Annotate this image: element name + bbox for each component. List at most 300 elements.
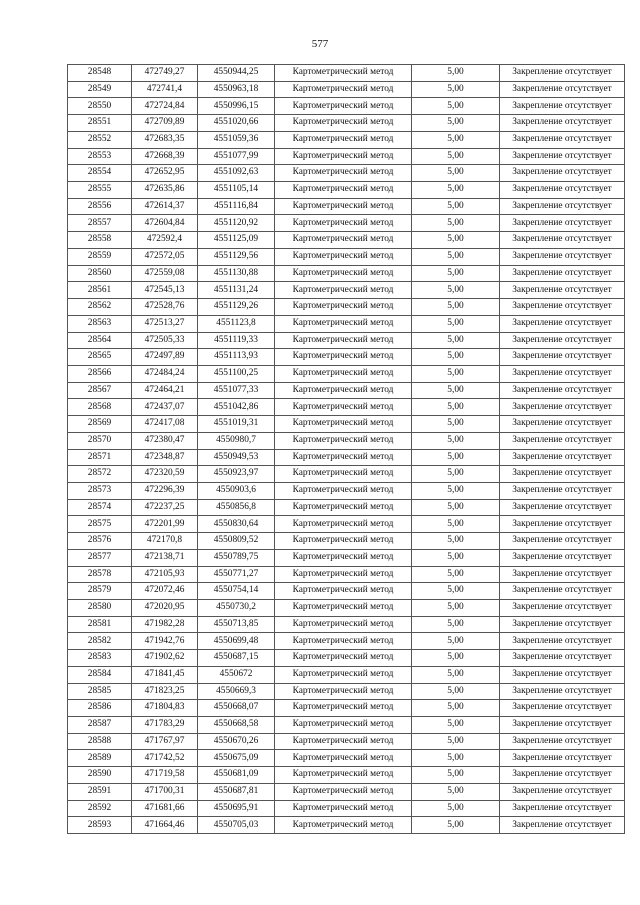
point-number-cell: 28562 bbox=[68, 299, 132, 316]
table-row bbox=[68, 332, 625, 349]
point-number-cell: 28579 bbox=[68, 583, 132, 600]
accuracy-cell: 5,00 bbox=[412, 365, 500, 382]
point-number-cell: 28578 bbox=[68, 566, 132, 583]
x-coordinate-cell: 471783,29 bbox=[132, 717, 198, 734]
point-number-cell: 28552 bbox=[68, 131, 132, 148]
fixing-cell: Закрепление отсутствует bbox=[500, 683, 625, 700]
x-coordinate-cell: 471719,58 bbox=[132, 767, 198, 784]
point-number-cell: 28568 bbox=[68, 399, 132, 416]
table-row bbox=[68, 399, 625, 416]
point-number-cell: 28548 bbox=[68, 65, 132, 82]
y-coordinate-cell: 4550996,15 bbox=[198, 98, 275, 115]
point-number-cell: 28559 bbox=[68, 248, 132, 265]
point-number-cell: 28576 bbox=[68, 533, 132, 550]
table-row bbox=[68, 466, 625, 483]
x-coordinate-cell: 471804,83 bbox=[132, 700, 198, 717]
accuracy-cell: 5,00 bbox=[412, 198, 500, 215]
fixing-cell: Закрепление отсутствует bbox=[500, 499, 625, 516]
fixing-cell: Закрепление отсутствует bbox=[500, 817, 625, 834]
table-row bbox=[68, 533, 625, 550]
y-coordinate-cell: 4550923,97 bbox=[198, 466, 275, 483]
x-coordinate-cell: 472348,87 bbox=[132, 449, 198, 466]
accuracy-cell: 5,00 bbox=[412, 265, 500, 282]
method-cell: Картометрический метод bbox=[275, 733, 412, 750]
accuracy-cell: 5,00 bbox=[412, 349, 500, 366]
table-row bbox=[68, 717, 625, 734]
method-cell: Картометрический метод bbox=[275, 365, 412, 382]
x-coordinate-cell: 472497,89 bbox=[132, 349, 198, 366]
method-cell: Картометрический метод bbox=[275, 817, 412, 834]
x-coordinate-cell: 472572,05 bbox=[132, 248, 198, 265]
accuracy-cell: 5,00 bbox=[412, 666, 500, 683]
accuracy-cell: 5,00 bbox=[412, 131, 500, 148]
accuracy-cell: 5,00 bbox=[412, 650, 500, 667]
y-coordinate-cell: 4551116,84 bbox=[198, 198, 275, 215]
point-number-cell: 28584 bbox=[68, 666, 132, 683]
method-cell: Картометрический метод bbox=[275, 516, 412, 533]
accuracy-cell: 5,00 bbox=[412, 499, 500, 516]
table-row bbox=[68, 583, 625, 600]
x-coordinate-cell: 472237,25 bbox=[132, 499, 198, 516]
fixing-cell: Закрепление отсутствует bbox=[500, 650, 625, 667]
fixing-cell: Закрепление отсутствует bbox=[500, 349, 625, 366]
fixing-cell: Закрепление отсутствует bbox=[500, 600, 625, 617]
accuracy-cell: 5,00 bbox=[412, 549, 500, 566]
y-coordinate-cell: 4550695,91 bbox=[198, 800, 275, 817]
accuracy-cell: 5,00 bbox=[412, 566, 500, 583]
fixing-cell: Закрепление отсутствует bbox=[500, 633, 625, 650]
x-coordinate-cell: 471841,45 bbox=[132, 666, 198, 683]
method-cell: Картометрический метод bbox=[275, 700, 412, 717]
point-number-cell: 28593 bbox=[68, 817, 132, 834]
table-row bbox=[68, 131, 625, 148]
fixing-cell: Закрепление отсутствует bbox=[500, 148, 625, 165]
x-coordinate-cell: 472505,33 bbox=[132, 332, 198, 349]
y-coordinate-cell: 4550705,03 bbox=[198, 817, 275, 834]
x-coordinate-cell: 472559,08 bbox=[132, 265, 198, 282]
point-number-cell: 28560 bbox=[68, 265, 132, 282]
fixing-cell: Закрепление отсутствует bbox=[500, 482, 625, 499]
method-cell: Картометрический метод bbox=[275, 482, 412, 499]
method-cell: Картометрический метод bbox=[275, 466, 412, 483]
x-coordinate-cell: 472749,27 bbox=[132, 65, 198, 82]
x-coordinate-cell: 472668,39 bbox=[132, 148, 198, 165]
fixing-cell: Закрепление отсутствует bbox=[500, 265, 625, 282]
fixing-cell: Закрепление отсутствует bbox=[500, 65, 625, 82]
method-cell: Картометрический метод bbox=[275, 683, 412, 700]
accuracy-cell: 5,00 bbox=[412, 215, 500, 232]
point-number-cell: 28589 bbox=[68, 750, 132, 767]
method-cell: Картометрический метод bbox=[275, 767, 412, 784]
x-coordinate-cell: 472484,24 bbox=[132, 365, 198, 382]
x-coordinate-cell: 472614,37 bbox=[132, 198, 198, 215]
fixing-cell: Закрепление отсутствует bbox=[500, 98, 625, 115]
y-coordinate-cell: 4550681,09 bbox=[198, 767, 275, 784]
point-number-cell: 28556 bbox=[68, 198, 132, 215]
table-row bbox=[68, 683, 625, 700]
table-row bbox=[68, 666, 625, 683]
x-coordinate-cell: 472437,07 bbox=[132, 399, 198, 416]
x-coordinate-cell: 472683,35 bbox=[132, 131, 198, 148]
point-number-cell: 28573 bbox=[68, 482, 132, 499]
point-number-cell: 28554 bbox=[68, 165, 132, 182]
table-row bbox=[68, 616, 625, 633]
point-number-cell: 28581 bbox=[68, 616, 132, 633]
x-coordinate-cell: 472170,8 bbox=[132, 533, 198, 550]
fixing-cell: Закрепление отсутствует bbox=[500, 165, 625, 182]
fixing-cell: Закрепление отсутствует bbox=[500, 332, 625, 349]
table-row bbox=[68, 499, 625, 516]
fixing-cell: Закрепление отсутствует bbox=[500, 466, 625, 483]
y-coordinate-cell: 4550980,7 bbox=[198, 432, 275, 449]
point-number-cell: 28555 bbox=[68, 182, 132, 199]
fixing-cell: Закрепление отсутствует bbox=[500, 416, 625, 433]
y-coordinate-cell: 4550675,09 bbox=[198, 750, 275, 767]
point-number-cell: 28570 bbox=[68, 432, 132, 449]
y-coordinate-cell: 4551059,36 bbox=[198, 131, 275, 148]
table-row bbox=[68, 382, 625, 399]
method-cell: Картометрический метод bbox=[275, 549, 412, 566]
y-coordinate-cell: 4550730,2 bbox=[198, 600, 275, 617]
point-number-cell: 28550 bbox=[68, 98, 132, 115]
point-number-cell: 28586 bbox=[68, 700, 132, 717]
accuracy-cell: 5,00 bbox=[412, 717, 500, 734]
y-coordinate-cell: 4551105,14 bbox=[198, 182, 275, 199]
table-row bbox=[68, 65, 625, 82]
table-row bbox=[68, 633, 625, 650]
x-coordinate-cell: 472138,71 bbox=[132, 549, 198, 566]
x-coordinate-cell: 472741,4 bbox=[132, 81, 198, 98]
y-coordinate-cell: 4550789,75 bbox=[198, 549, 275, 566]
method-cell: Картометрический метод bbox=[275, 416, 412, 433]
method-cell: Картометрический метод bbox=[275, 315, 412, 332]
x-coordinate-cell: 472724,84 bbox=[132, 98, 198, 115]
point-number-cell: 28551 bbox=[68, 115, 132, 132]
y-coordinate-cell: 4551120,92 bbox=[198, 215, 275, 232]
x-coordinate-cell: 472545,13 bbox=[132, 282, 198, 299]
table-row bbox=[68, 232, 625, 249]
fixing-cell: Закрепление отсутствует bbox=[500, 432, 625, 449]
y-coordinate-cell: 4550672 bbox=[198, 666, 275, 683]
table-row bbox=[68, 299, 625, 316]
method-cell: Картометрический метод bbox=[275, 432, 412, 449]
method-cell: Картометрический метод bbox=[275, 265, 412, 282]
fixing-cell: Закрепление отсутствует bbox=[500, 566, 625, 583]
method-cell: Картометрический метод bbox=[275, 533, 412, 550]
point-number-cell: 28577 bbox=[68, 549, 132, 566]
page-number: 577 bbox=[311, 38, 329, 50]
x-coordinate-cell: 472604,84 bbox=[132, 215, 198, 232]
method-cell: Картометрический метод bbox=[275, 98, 412, 115]
method-cell: Картометрический метод bbox=[275, 583, 412, 600]
fixing-cell: Закрепление отсутствует bbox=[500, 198, 625, 215]
table-row bbox=[68, 198, 625, 215]
point-number-cell: 28569 bbox=[68, 416, 132, 433]
table-row bbox=[68, 817, 625, 834]
table-row bbox=[68, 783, 625, 800]
y-coordinate-cell: 4551130,88 bbox=[198, 265, 275, 282]
point-number-cell: 28561 bbox=[68, 282, 132, 299]
table-row bbox=[68, 282, 625, 299]
point-number-cell: 28575 bbox=[68, 516, 132, 533]
point-number-cell: 28563 bbox=[68, 315, 132, 332]
table-row bbox=[68, 165, 625, 182]
point-number-cell: 28583 bbox=[68, 650, 132, 667]
accuracy-cell: 5,00 bbox=[412, 165, 500, 182]
table-row bbox=[68, 81, 625, 98]
table-row bbox=[68, 416, 625, 433]
x-coordinate-cell: 472417,08 bbox=[132, 416, 198, 433]
y-coordinate-cell: 4550668,58 bbox=[198, 717, 275, 734]
method-cell: Картометрический метод bbox=[275, 399, 412, 416]
y-coordinate-cell: 4550669,3 bbox=[198, 683, 275, 700]
y-coordinate-cell: 4550699,48 bbox=[198, 633, 275, 650]
fixing-cell: Закрепление отсутствует bbox=[500, 131, 625, 148]
x-coordinate-cell: 471742,52 bbox=[132, 750, 198, 767]
method-cell: Картометрический метод bbox=[275, 650, 412, 667]
y-coordinate-cell: 4551131,24 bbox=[198, 282, 275, 299]
accuracy-cell: 5,00 bbox=[412, 733, 500, 750]
fixing-cell: Закрепление отсутствует bbox=[500, 583, 625, 600]
coordinates-table bbox=[67, 64, 625, 834]
method-cell: Картометрический метод bbox=[275, 499, 412, 516]
accuracy-cell: 5,00 bbox=[412, 98, 500, 115]
fixing-cell: Закрепление отсутствует bbox=[500, 767, 625, 784]
accuracy-cell: 5,00 bbox=[412, 432, 500, 449]
table-row bbox=[68, 315, 625, 332]
point-number-cell: 28592 bbox=[68, 800, 132, 817]
point-number-cell: 28585 bbox=[68, 683, 132, 700]
method-cell: Картометрический метод bbox=[275, 449, 412, 466]
fixing-cell: Закрепление отсутствует bbox=[500, 666, 625, 683]
y-coordinate-cell: 4550668,07 bbox=[198, 700, 275, 717]
method-cell: Картометрический метод bbox=[275, 633, 412, 650]
table-row bbox=[68, 700, 625, 717]
method-cell: Картометрический метод bbox=[275, 148, 412, 165]
x-coordinate-cell: 471767,97 bbox=[132, 733, 198, 750]
fixing-cell: Закрепление отсутствует bbox=[500, 248, 625, 265]
fixing-cell: Закрепление отсутствует bbox=[500, 700, 625, 717]
method-cell: Картометрический метод bbox=[275, 65, 412, 82]
fixing-cell: Закрепление отсутствует bbox=[500, 215, 625, 232]
table-row bbox=[68, 600, 625, 617]
point-number-cell: 28587 bbox=[68, 717, 132, 734]
accuracy-cell: 5,00 bbox=[412, 148, 500, 165]
x-coordinate-cell: 472380,47 bbox=[132, 432, 198, 449]
accuracy-cell: 5,00 bbox=[412, 65, 500, 82]
fixing-cell: Закрепление отсутствует bbox=[500, 115, 625, 132]
y-coordinate-cell: 4551092,63 bbox=[198, 165, 275, 182]
x-coordinate-cell: 472320,59 bbox=[132, 466, 198, 483]
point-number-cell: 28566 bbox=[68, 365, 132, 382]
x-coordinate-cell: 472635,86 bbox=[132, 182, 198, 199]
accuracy-cell: 5,00 bbox=[412, 248, 500, 265]
method-cell: Картометрический метод bbox=[275, 616, 412, 633]
accuracy-cell: 5,00 bbox=[412, 616, 500, 633]
accuracy-cell: 5,00 bbox=[412, 683, 500, 700]
accuracy-cell: 5,00 bbox=[412, 516, 500, 533]
accuracy-cell: 5,00 bbox=[412, 533, 500, 550]
accuracy-cell: 5,00 bbox=[412, 783, 500, 800]
accuracy-cell: 5,00 bbox=[412, 767, 500, 784]
point-number-cell: 28565 bbox=[68, 349, 132, 366]
method-cell: Картометрический метод bbox=[275, 800, 412, 817]
point-number-cell: 28588 bbox=[68, 733, 132, 750]
accuracy-cell: 5,00 bbox=[412, 750, 500, 767]
accuracy-cell: 5,00 bbox=[412, 817, 500, 834]
table-row bbox=[68, 482, 625, 499]
table-row bbox=[68, 767, 625, 784]
method-cell: Картометрический метод bbox=[275, 182, 412, 199]
accuracy-cell: 5,00 bbox=[412, 583, 500, 600]
y-coordinate-cell: 4550754,14 bbox=[198, 583, 275, 600]
accuracy-cell: 5,00 bbox=[412, 115, 500, 132]
y-coordinate-cell: 4551077,99 bbox=[198, 148, 275, 165]
point-number-cell: 28574 bbox=[68, 499, 132, 516]
method-cell: Картометрический метод bbox=[275, 81, 412, 98]
fixing-cell: Закрепление отсутствует bbox=[500, 232, 625, 249]
table-row bbox=[68, 182, 625, 199]
accuracy-cell: 5,00 bbox=[412, 600, 500, 617]
accuracy-cell: 5,00 bbox=[412, 282, 500, 299]
method-cell: Картометрический метод bbox=[275, 566, 412, 583]
fixing-cell: Закрепление отсутствует bbox=[500, 449, 625, 466]
method-cell: Картометрический метод bbox=[275, 165, 412, 182]
accuracy-cell: 5,00 bbox=[412, 315, 500, 332]
method-cell: Картометрический метод bbox=[275, 666, 412, 683]
table-row bbox=[68, 248, 625, 265]
table-row bbox=[68, 566, 625, 583]
y-coordinate-cell: 4551119,33 bbox=[198, 332, 275, 349]
x-coordinate-cell: 472201,99 bbox=[132, 516, 198, 533]
y-coordinate-cell: 4551123,8 bbox=[198, 315, 275, 332]
y-coordinate-cell: 4550809,52 bbox=[198, 533, 275, 550]
method-cell: Картометрический метод bbox=[275, 232, 412, 249]
point-number-cell: 28572 bbox=[68, 466, 132, 483]
accuracy-cell: 5,00 bbox=[412, 232, 500, 249]
y-coordinate-cell: 4550856,8 bbox=[198, 499, 275, 516]
table-row bbox=[68, 432, 625, 449]
fixing-cell: Закрепление отсутствует bbox=[500, 717, 625, 734]
table-row bbox=[68, 215, 625, 232]
y-coordinate-cell: 4550903,6 bbox=[198, 482, 275, 499]
table-row bbox=[68, 148, 625, 165]
accuracy-cell: 5,00 bbox=[412, 382, 500, 399]
y-coordinate-cell: 4551077,33 bbox=[198, 382, 275, 399]
table-row bbox=[68, 800, 625, 817]
x-coordinate-cell: 472072,46 bbox=[132, 583, 198, 600]
method-cell: Картометрический метод bbox=[275, 750, 412, 767]
fixing-cell: Закрепление отсутствует bbox=[500, 783, 625, 800]
table-row bbox=[68, 265, 625, 282]
x-coordinate-cell: 472513,27 bbox=[132, 315, 198, 332]
point-number-cell: 28549 bbox=[68, 81, 132, 98]
accuracy-cell: 5,00 bbox=[412, 81, 500, 98]
fixing-cell: Закрепление отсутствует bbox=[500, 733, 625, 750]
y-coordinate-cell: 4551113,93 bbox=[198, 349, 275, 366]
table-row bbox=[68, 365, 625, 382]
x-coordinate-cell: 472296,39 bbox=[132, 482, 198, 499]
point-number-cell: 28553 bbox=[68, 148, 132, 165]
x-coordinate-cell: 471700,31 bbox=[132, 783, 198, 800]
x-coordinate-cell: 472105,93 bbox=[132, 566, 198, 583]
method-cell: Картометрический метод bbox=[275, 332, 412, 349]
accuracy-cell: 5,00 bbox=[412, 399, 500, 416]
y-coordinate-cell: 4550963,18 bbox=[198, 81, 275, 98]
fixing-cell: Закрепление отсутствует bbox=[500, 516, 625, 533]
method-cell: Картометрический метод bbox=[275, 282, 412, 299]
y-coordinate-cell: 4550687,15 bbox=[198, 650, 275, 667]
point-number-cell: 28564 bbox=[68, 332, 132, 349]
point-number-cell: 28558 bbox=[68, 232, 132, 249]
x-coordinate-cell: 472464,21 bbox=[132, 382, 198, 399]
y-coordinate-cell: 4551129,26 bbox=[198, 299, 275, 316]
method-cell: Картометрический метод bbox=[275, 198, 412, 215]
method-cell: Картометрический метод bbox=[275, 299, 412, 316]
fixing-cell: Закрепление отсутствует bbox=[500, 81, 625, 98]
fixing-cell: Закрепление отсутствует bbox=[500, 750, 625, 767]
point-number-cell: 28580 bbox=[68, 600, 132, 617]
accuracy-cell: 5,00 bbox=[412, 416, 500, 433]
x-coordinate-cell: 471681,66 bbox=[132, 800, 198, 817]
table-row bbox=[68, 650, 625, 667]
table-row bbox=[68, 750, 625, 767]
x-coordinate-cell: 472528,76 bbox=[132, 299, 198, 316]
method-cell: Картометрический метод bbox=[275, 600, 412, 617]
y-coordinate-cell: 4551100,25 bbox=[198, 365, 275, 382]
fixing-cell: Закрепление отсутствует bbox=[500, 800, 625, 817]
y-coordinate-cell: 4550949,53 bbox=[198, 449, 275, 466]
x-coordinate-cell: 471823,25 bbox=[132, 683, 198, 700]
y-coordinate-cell: 4550670,26 bbox=[198, 733, 275, 750]
x-coordinate-cell: 471982,28 bbox=[132, 616, 198, 633]
accuracy-cell: 5,00 bbox=[412, 633, 500, 650]
method-cell: Картометрический метод bbox=[275, 349, 412, 366]
x-coordinate-cell: 472709,89 bbox=[132, 115, 198, 132]
accuracy-cell: 5,00 bbox=[412, 700, 500, 717]
method-cell: Картометрический метод bbox=[275, 215, 412, 232]
y-coordinate-cell: 4550771,27 bbox=[198, 566, 275, 583]
table-row bbox=[68, 449, 625, 466]
point-number-cell: 28567 bbox=[68, 382, 132, 399]
accuracy-cell: 5,00 bbox=[412, 449, 500, 466]
y-coordinate-cell: 4550944,25 bbox=[198, 65, 275, 82]
table-row bbox=[68, 115, 625, 132]
fixing-cell: Закрепление отсутствует bbox=[500, 399, 625, 416]
point-number-cell: 28571 bbox=[68, 449, 132, 466]
table-row bbox=[68, 549, 625, 566]
x-coordinate-cell: 472652,95 bbox=[132, 165, 198, 182]
accuracy-cell: 5,00 bbox=[412, 466, 500, 483]
fixing-cell: Закрепление отсутствует bbox=[500, 282, 625, 299]
y-coordinate-cell: 4551020,66 bbox=[198, 115, 275, 132]
x-coordinate-cell: 472592,4 bbox=[132, 232, 198, 249]
table-row bbox=[68, 516, 625, 533]
y-coordinate-cell: 4551129,56 bbox=[198, 248, 275, 265]
accuracy-cell: 5,00 bbox=[412, 299, 500, 316]
point-number-cell: 28557 bbox=[68, 215, 132, 232]
y-coordinate-cell: 4551019,31 bbox=[198, 416, 275, 433]
x-coordinate-cell: 471942,76 bbox=[132, 633, 198, 650]
point-number-cell: 28582 bbox=[68, 633, 132, 650]
fixing-cell: Закрепление отсутствует bbox=[500, 533, 625, 550]
fixing-cell: Закрепление отсутствует bbox=[500, 299, 625, 316]
method-cell: Картометрический метод bbox=[275, 131, 412, 148]
point-number-cell: 28591 bbox=[68, 783, 132, 800]
accuracy-cell: 5,00 bbox=[412, 482, 500, 499]
y-coordinate-cell: 4551125,09 bbox=[198, 232, 275, 249]
method-cell: Картометрический метод bbox=[275, 248, 412, 265]
